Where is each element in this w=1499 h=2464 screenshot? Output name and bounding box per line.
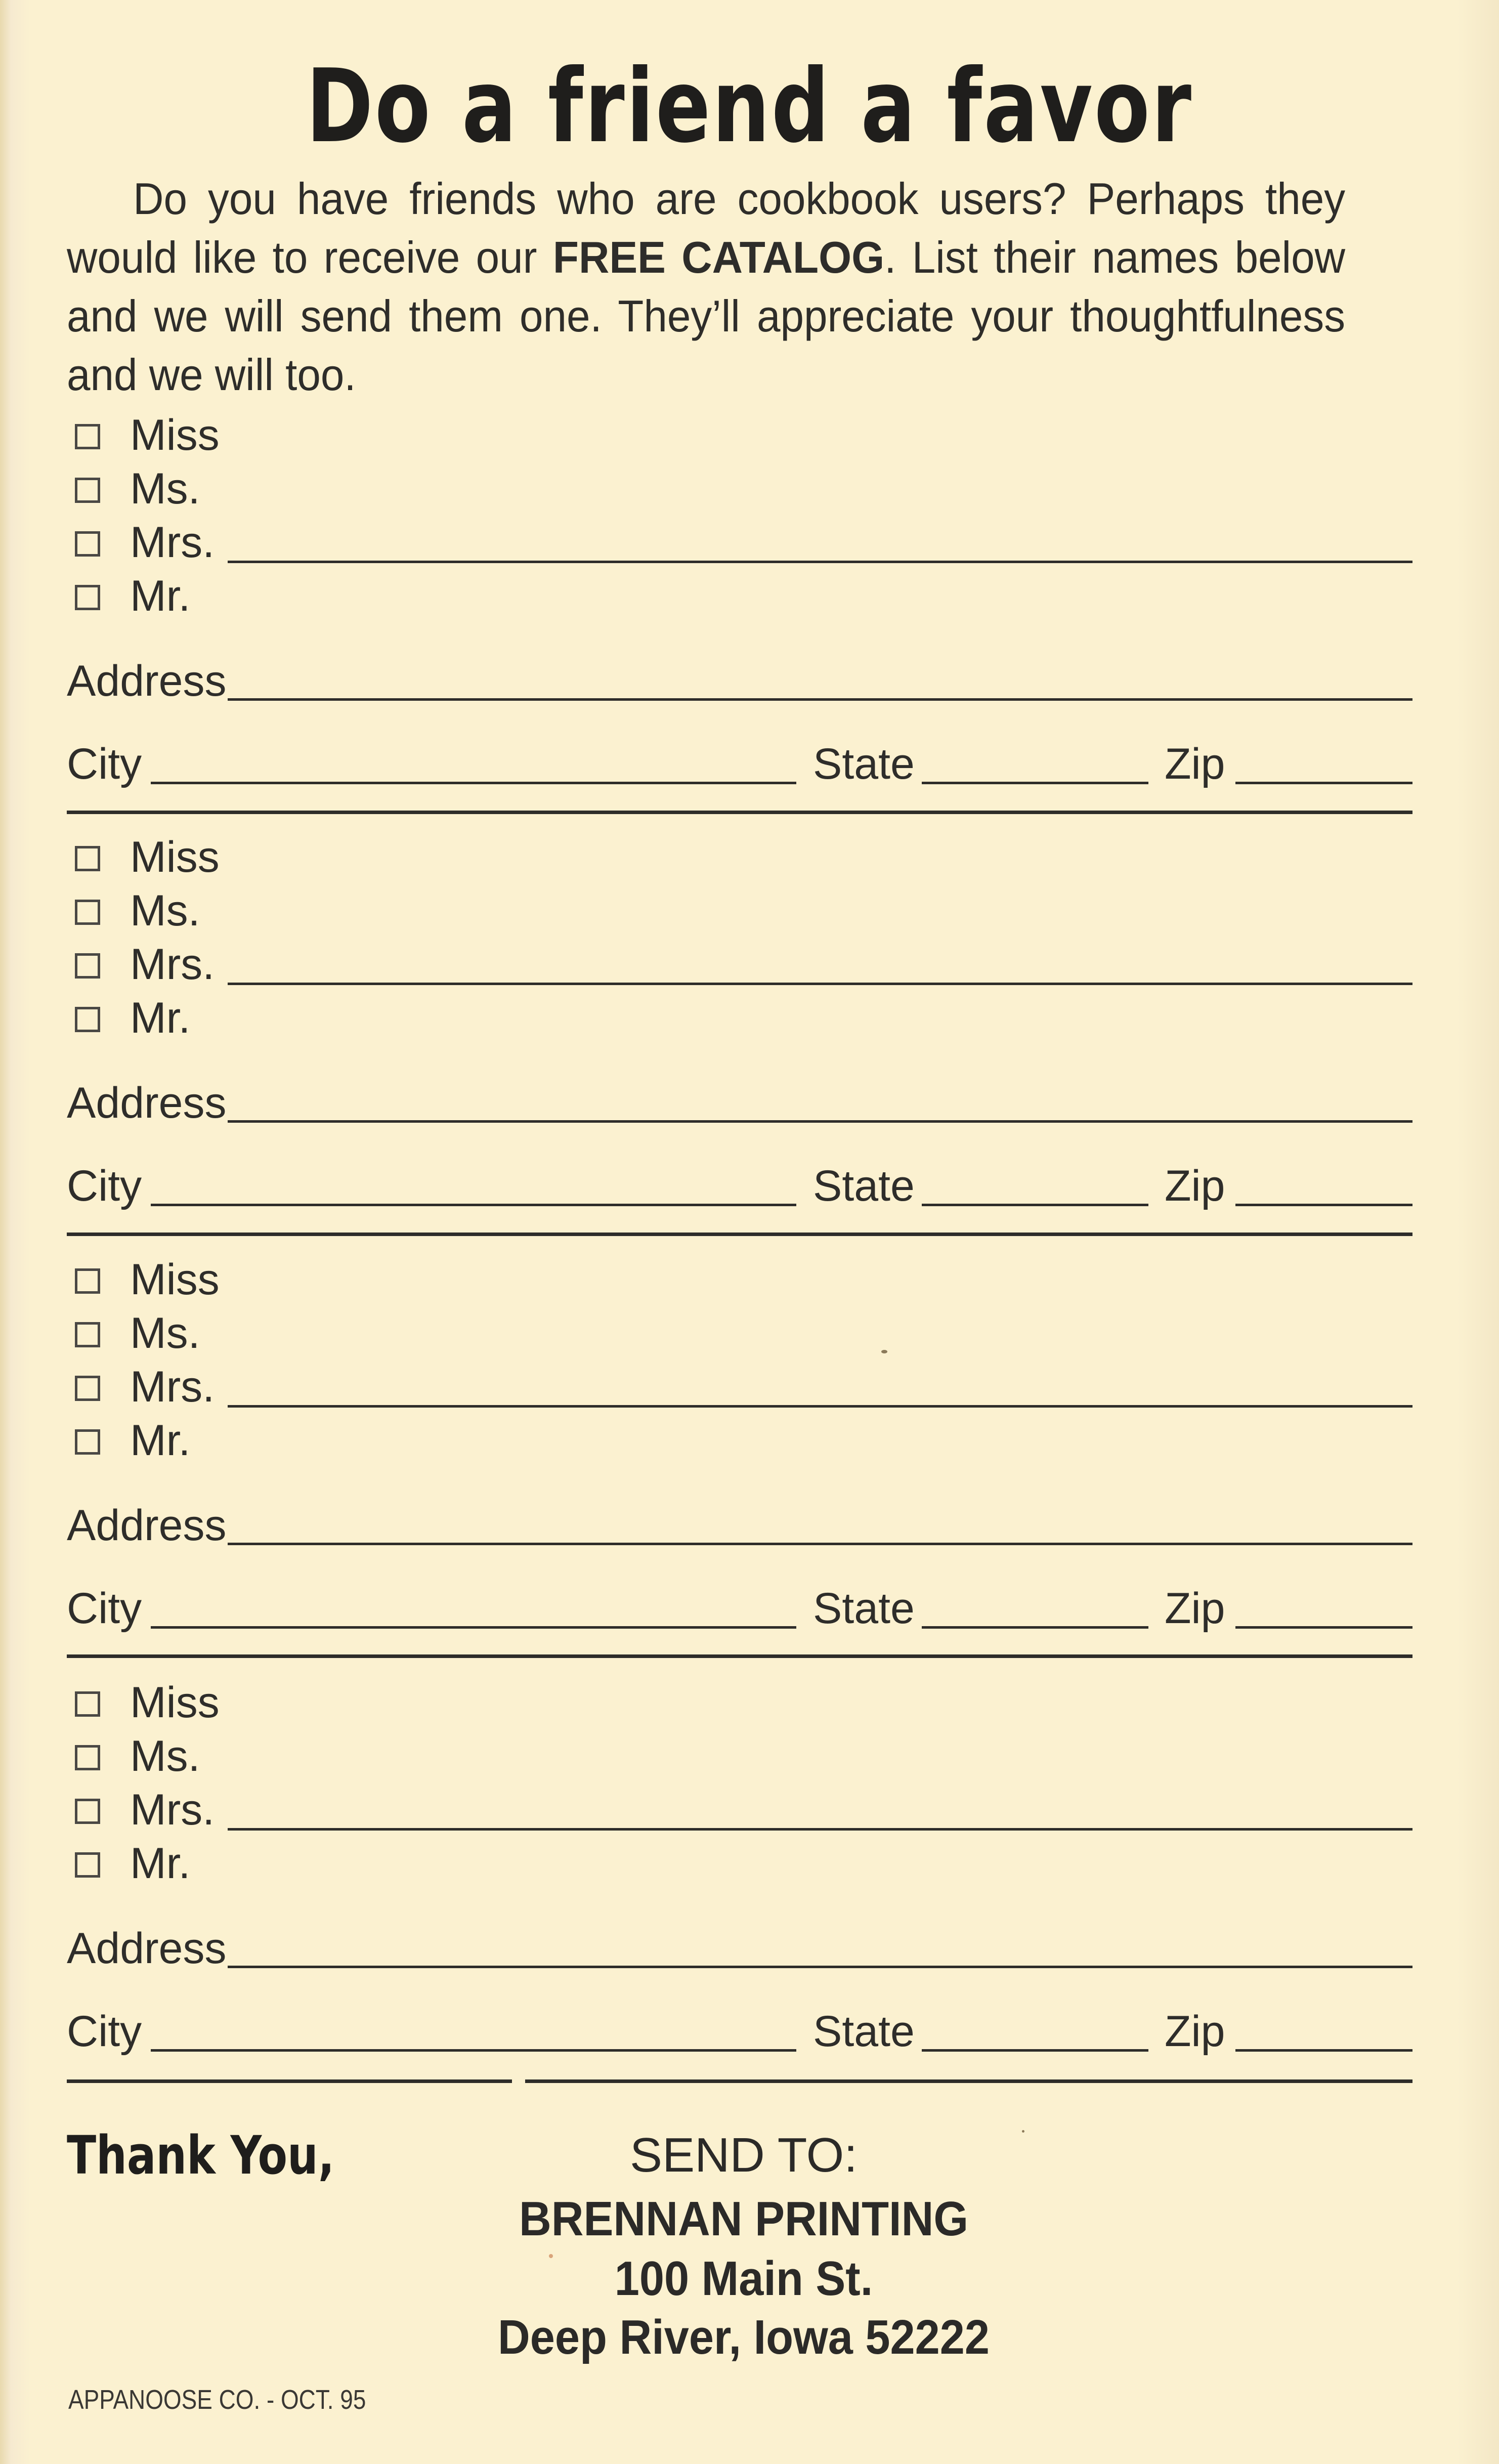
city-label: City	[67, 1584, 142, 1633]
checkbox[interactable]	[75, 1007, 100, 1032]
salutation-label: Mrs.	[130, 1786, 215, 1834]
address-line[interactable]	[228, 698, 1412, 701]
state-label: State	[813, 740, 915, 788]
zip-label: Zip	[1165, 1584, 1225, 1633]
name-line[interactable]	[228, 983, 1412, 985]
salutation-label: Mr.	[130, 572, 191, 620]
intro-text-end: . List their names below and we will send them one. They’ll appreciate your thoughtfulness and we will too.	[67, 232, 1345, 400]
company-name: BRENNAN PRINTING	[519, 2192, 969, 2246]
checkbox[interactable]	[75, 1852, 100, 1878]
salutation-label: Ms.	[130, 1309, 200, 1357]
checkbox[interactable]	[75, 585, 100, 610]
salutation-label: Mrs.	[130, 940, 215, 989]
entry-divider	[67, 1654, 1412, 1658]
name-line[interactable]	[228, 1405, 1412, 1408]
entry-divider	[67, 811, 1412, 814]
city-label: City	[67, 2007, 142, 2056]
zip-line[interactable]	[1235, 782, 1412, 784]
checkbox[interactable]	[75, 531, 100, 557]
street-address: 100 Main St.	[614, 2251, 873, 2306]
checkbox[interactable]	[75, 478, 100, 503]
salutation-label: Ms.	[130, 1732, 200, 1780]
footer-code: APPANOOSE CO. - OCT. 95	[68, 2385, 366, 2415]
friend-entry	[67, 833, 1412, 1230]
address-line[interactable]	[228, 1543, 1412, 1545]
state-line[interactable]	[922, 1204, 1148, 1206]
checkbox[interactable]	[75, 424, 100, 449]
salutation-label: Miss	[130, 1678, 220, 1727]
city-state-zip: Deep River, Iowa 52222	[497, 2310, 990, 2364]
state-label: State	[813, 2007, 915, 2056]
zip-line[interactable]	[1235, 1626, 1412, 1629]
city-line[interactable]	[151, 782, 796, 784]
checkbox[interactable]	[75, 1268, 100, 1294]
friend-entry	[67, 411, 1412, 809]
intro-paragraph	[67, 169, 1345, 404]
entry-divider-left	[67, 2079, 512, 2083]
address-label: Address	[67, 657, 227, 705]
name-line[interactable]	[228, 1828, 1412, 1831]
salutation-label: Mr.	[130, 994, 191, 1042]
paper-speck	[549, 2254, 553, 2258]
address-label: Address	[67, 1501, 227, 1550]
page-title: Do a friend a favor	[306, 48, 1193, 165]
zip-label: Zip	[1165, 2007, 1225, 2056]
checkbox[interactable]	[75, 1799, 100, 1824]
zip-label: Zip	[1165, 1162, 1225, 1210]
checkbox[interactable]	[75, 1376, 100, 1401]
zip-line[interactable]	[1235, 2049, 1412, 2052]
checkbox[interactable]	[75, 900, 100, 925]
salutation-label: Mrs.	[130, 518, 215, 567]
address-label: Address	[67, 1924, 227, 1973]
salutation-label: Ms.	[130, 464, 200, 513]
checkbox[interactable]	[75, 1322, 100, 1347]
address-line[interactable]	[228, 1120, 1412, 1123]
entry-divider	[67, 1233, 1412, 1236]
friend-entry	[67, 1255, 1412, 1653]
salutation-label: Ms.	[130, 886, 200, 935]
free-catalog-emphasis: FREE CATALOG	[552, 232, 885, 282]
thank-you-signoff: Thank You,	[67, 2125, 335, 2186]
address-label: Address	[67, 1079, 227, 1127]
salutation-label: Miss	[130, 833, 220, 881]
state-label: State	[813, 1584, 915, 1633]
city-line[interactable]	[151, 1626, 796, 1629]
checkbox[interactable]	[75, 846, 100, 871]
salutation-label: Mrs.	[130, 1363, 215, 1411]
send-to-label: SEND TO:	[630, 2128, 858, 2182]
state-label: State	[813, 1162, 915, 1210]
friend-entry	[67, 1678, 1412, 2076]
state-line[interactable]	[922, 1626, 1148, 1629]
city-label: City	[67, 1162, 142, 1210]
paper-speck	[881, 1350, 887, 1353]
intro-text-start: Do you have friends who are cookbook users? Perhaps they would like to receive our	[67, 174, 1345, 282]
salutation-label: Mr.	[130, 1839, 191, 1888]
state-line[interactable]	[922, 2049, 1148, 2052]
city-line[interactable]	[151, 2049, 796, 2052]
state-line[interactable]	[922, 782, 1148, 784]
address-line[interactable]	[228, 1966, 1412, 1968]
salutation-label: Miss	[130, 1255, 220, 1304]
paper-speck	[1022, 2130, 1024, 2133]
zip-line[interactable]	[1235, 1204, 1412, 1206]
city-label: City	[67, 740, 142, 788]
name-line[interactable]	[228, 561, 1412, 563]
zip-label: Zip	[1165, 740, 1225, 788]
checkbox[interactable]	[75, 1429, 100, 1455]
city-line[interactable]	[151, 1204, 796, 1206]
checkbox[interactable]	[75, 1745, 100, 1770]
salutation-label: Miss	[130, 411, 220, 459]
checkbox[interactable]	[75, 1691, 100, 1717]
checkbox[interactable]	[75, 953, 100, 979]
salutation-label: Mr.	[130, 1416, 191, 1465]
entry-divider-right	[525, 2079, 1412, 2083]
